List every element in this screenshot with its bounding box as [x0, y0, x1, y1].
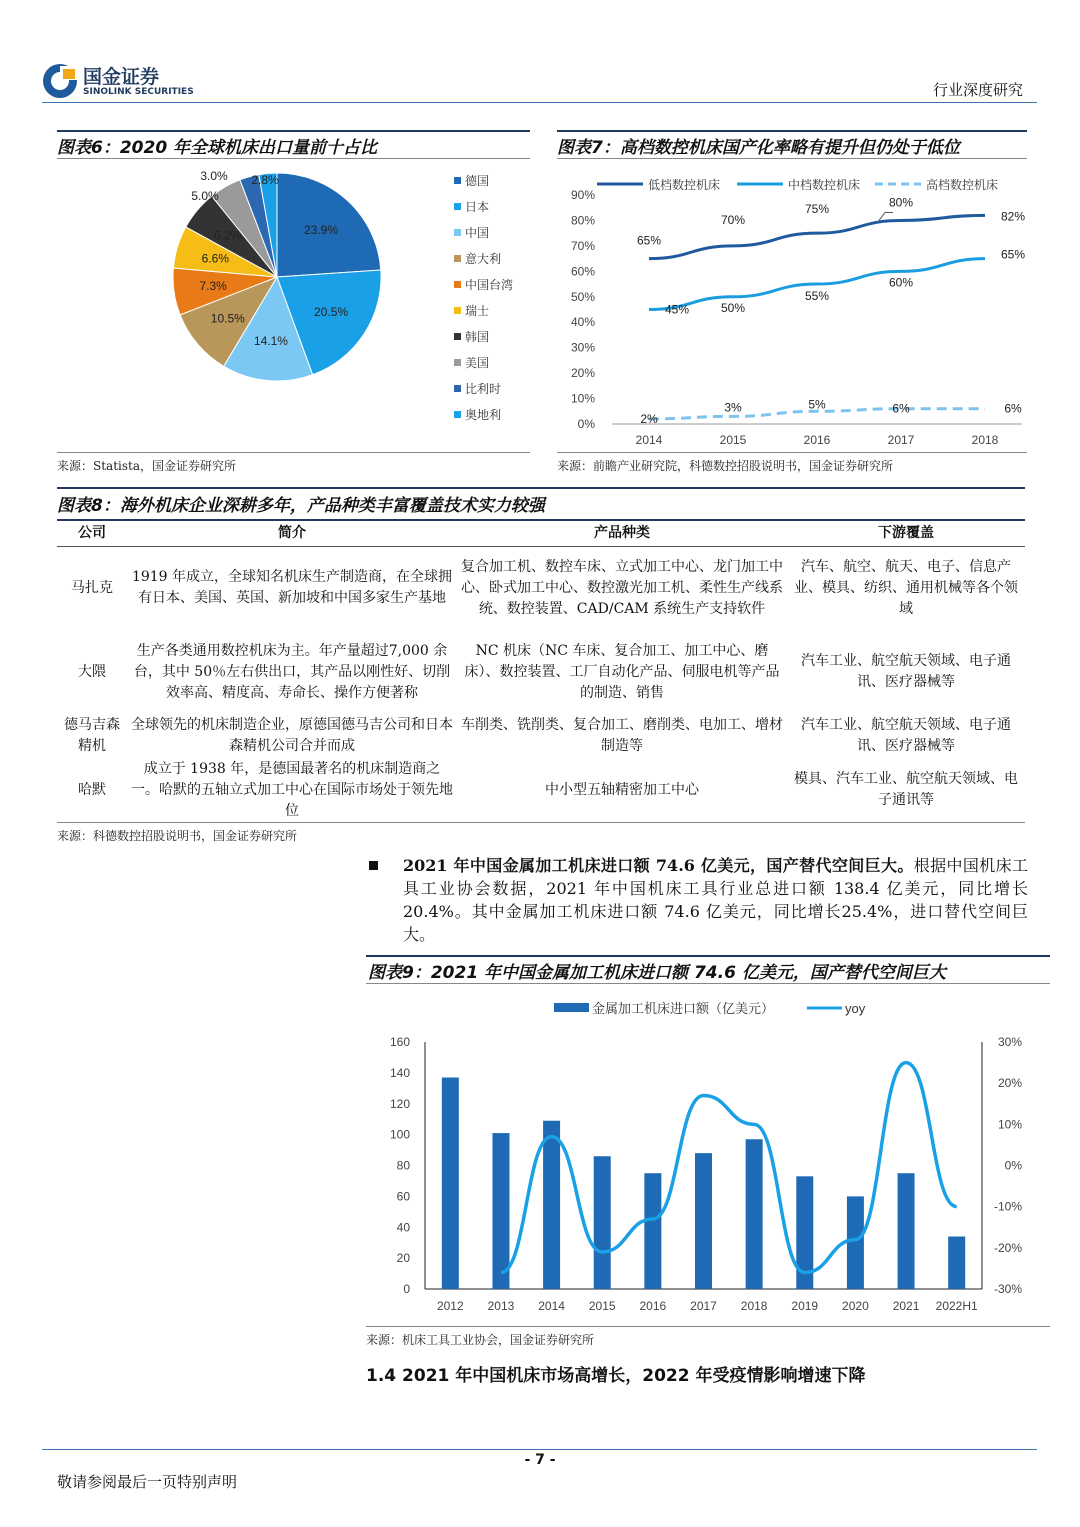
- bar-2018: [746, 1139, 763, 1289]
- legend-swatch: [454, 333, 461, 340]
- cell-company: 大隈: [78, 663, 106, 680]
- legend-swatch: [454, 307, 461, 314]
- logo-cn: 国金证券: [83, 66, 160, 88]
- legend-label: 美国: [465, 356, 490, 370]
- cell-products: 复合加工机、数控车床、立式加工中心、龙门加工中心、卧式加工中心、数控激光加工机、柔性生产线系统、数控装置、CAD/CAM 系统生产支持软件: [461, 558, 783, 617]
- body-paragraph: [403, 854, 1028, 946]
- pie-value-label: 7.3%: [199, 279, 227, 294]
- x-tick-label: 2016: [803, 433, 831, 447]
- legend-label: 中国: [465, 226, 490, 240]
- legend-swatch: [454, 177, 461, 184]
- bar-2017: [695, 1153, 712, 1289]
- legend-swatch: [454, 359, 461, 366]
- legend-swatch: [454, 281, 461, 288]
- legend-label: 比利时: [465, 382, 502, 396]
- y2-tick-label: -10%: [993, 1199, 1022, 1214]
- fig9-title-rule: [366, 955, 1050, 957]
- fig8-title-rule: [57, 487, 1025, 489]
- x-tick-label: 2016: [639, 1299, 667, 1313]
- data-label: 82%: [1000, 209, 1026, 224]
- fig9-title-underline: [366, 983, 1050, 984]
- data-label: 65%: [1000, 247, 1026, 262]
- legend-label: 低档数控机床: [648, 178, 721, 192]
- col-header-company: 公司: [57, 520, 127, 546]
- y-tick-label: 0: [403, 1282, 410, 1296]
- pie-value-label: 3.0%: [200, 169, 228, 183]
- data-label: 75%: [804, 202, 830, 217]
- data-label: 65%: [636, 233, 662, 248]
- fig7-line-chart: [557, 162, 1027, 452]
- bar-2013: [492, 1133, 509, 1289]
- pie-value-label: 10.5%: [210, 311, 245, 326]
- y-tick-label: 30%: [570, 340, 595, 355]
- fig7-title-underline: [557, 158, 1027, 159]
- y-tick-label: 90%: [570, 188, 595, 202]
- legend-swatch: [554, 1003, 589, 1012]
- y2-tick-label: 20%: [997, 1076, 1022, 1091]
- y2-tick-label: 10%: [997, 1117, 1022, 1132]
- bar-2015: [594, 1156, 611, 1289]
- y-tick-label: 70%: [570, 238, 595, 253]
- y-tick-label: 60%: [570, 264, 595, 279]
- y-tick-label: 120: [389, 1096, 410, 1111]
- col-header-products: 产品种类: [457, 520, 787, 546]
- cell-intro: 生产各类通用数控机床为主。年产量超过7,000 余台，其中 50％左右供出口，其产品以刚性好、切削效率高、精度高、寿命长、操作方便著称: [133, 642, 451, 701]
- fig8-source-rule: [57, 822, 1025, 823]
- y-tick-label: 40%: [570, 315, 595, 330]
- pie-value-label: 6.6%: [201, 251, 229, 266]
- y-tick-label: 60: [396, 1189, 410, 1204]
- para-bold-lead: 2021 年中国金属加工机床进口额 74.6 亿美元，国产替代空间巨大。: [403, 856, 914, 875]
- data-label: 60%: [888, 275, 914, 290]
- y-tick-label: 140: [389, 1065, 410, 1080]
- x-tick-label: 2017: [887, 433, 915, 447]
- fig6-title: 图表6：2020 年全球机床出口量前十占比: [57, 138, 378, 158]
- fig9-source-rule: [366, 1326, 1050, 1327]
- table-row: [57, 546, 1025, 630]
- cell-products: 车削类、铣削类、复合加工、磨削类、电加工、增材制造等: [461, 717, 783, 754]
- bar-2016: [644, 1173, 661, 1289]
- legend-label: yoy: [845, 1001, 866, 1016]
- x-tick-label: 2015: [588, 1299, 616, 1313]
- cell-downstream: 汽车、航空、航天、电子、信息产业、模具、纺织、通用机械等各个领域: [794, 558, 1018, 617]
- report-type: 行业深度研究: [932, 81, 1023, 99]
- x-tick-label: 2018: [740, 1299, 768, 1313]
- x-tick-label: 2014: [538, 1299, 565, 1313]
- x-tick-label: 2014: [635, 433, 663, 447]
- fig6-source-rule: [57, 452, 530, 453]
- section-heading: 1.4 2021 年中国机床市场高增长，2022 年受疫情影响增速下降: [366, 1366, 866, 1386]
- logo: [42, 62, 197, 100]
- legend-label: 金属加工机床进口额（亿美元）: [592, 1001, 775, 1016]
- legend-label: 瑞士: [465, 304, 490, 318]
- bar-2012: [442, 1078, 459, 1289]
- data-label: 5%: [808, 397, 826, 412]
- bar-2022H1: [948, 1237, 965, 1289]
- x-tick-label: 2022H1: [935, 1299, 978, 1313]
- pie-value-label: 20.5%: [314, 305, 349, 320]
- fig9-combo-chart: [372, 988, 1052, 1324]
- pie-value-label: 23.9%: [304, 222, 339, 237]
- x-tick-label: 2012: [436, 1299, 464, 1313]
- pie-value-label: 14.1%: [253, 334, 288, 349]
- logo-en: SINOLINK SECURITIES: [83, 87, 194, 97]
- y2-tick-label: -20%: [993, 1240, 1022, 1255]
- data-label: 70%: [720, 212, 746, 227]
- series-line-低档数控机床: [649, 212, 985, 258]
- data-label: 50%: [720, 300, 746, 315]
- cell-company: 哈默: [78, 781, 106, 798]
- cell-products: NC 机床（NC 车床、复合加工、加工中心、磨床）、数控装置、工厂自动化产品、伺服电机等产品的制造、销售: [464, 642, 780, 701]
- y2-tick-label: 0%: [1004, 1158, 1022, 1173]
- fig9-source: 来源：机床工具工业协会，国金证券研究所: [366, 1333, 595, 1347]
- table-row: [57, 714, 1025, 758]
- bullet-icon: [369, 861, 378, 870]
- legend-swatch: [454, 385, 461, 392]
- legend-label: 日本: [465, 200, 490, 214]
- x-tick-label: 2013: [487, 1299, 515, 1313]
- y-tick-label: 50%: [570, 289, 595, 304]
- pie-value-label: 5.0%: [191, 189, 219, 203]
- header-rule: [42, 102, 1037, 103]
- data-label: 6%: [1004, 401, 1022, 416]
- y2-tick-label: -30%: [993, 1282, 1022, 1296]
- legend-label: 德国: [465, 174, 490, 188]
- cell-intro: 成立于 1938 年，是德国最著名的机床制造商之一。哈默的五轴立式加工中心在国际市场处于领先地位: [131, 760, 453, 819]
- legend-label: 奥地利: [465, 408, 502, 422]
- table-row: [57, 630, 1025, 714]
- legend-swatch: [454, 229, 461, 236]
- y-tick-label: 40: [396, 1220, 410, 1235]
- data-label: 80%: [888, 195, 914, 210]
- legend-label: 中国台湾: [465, 278, 514, 292]
- data-label: 45%: [664, 302, 690, 317]
- x-tick-label: 2020: [842, 1299, 869, 1313]
- bar-2021: [898, 1173, 915, 1289]
- y-tick-label: 80%: [570, 213, 595, 228]
- y-tick-label: 80: [396, 1158, 410, 1173]
- table-header-row: [57, 520, 1025, 546]
- cell-intro: 1919 年成立，全球知名机床生产制造商，在全球拥有日本、美国、英国、新加坡和中国多家生产基地: [131, 569, 453, 607]
- col-header-intro: 简介: [127, 520, 457, 546]
- fig6-title-rule: [57, 130, 530, 132]
- y-tick-label: 10%: [570, 391, 595, 406]
- fig6-pie-chart: [57, 160, 530, 450]
- table-row: [57, 758, 1025, 822]
- fig7-source-rule: [557, 452, 1027, 453]
- fig7-title-rule: [557, 130, 1027, 132]
- x-tick-label: 2015: [719, 433, 747, 447]
- y-tick-label: 20%: [570, 366, 595, 381]
- data-label: 3%: [724, 400, 742, 415]
- fig8-source: 来源：科德数控招股说明书，国金证券研究所: [57, 829, 298, 843]
- fig8-table: [57, 519, 1025, 822]
- cell-downstream: 汽车工业、航空航天领域、电子通讯、医疗器械等: [801, 653, 1011, 690]
- para-text: 根据中国机床工具工业协会数据，2021 年中国机床工具行业总进口额 138.4 亿美元，同比增长 20.4%。其中金属加工机床进口额 74.6 亿美元，同比增长25.4%，进口替代空间巨大。: [403, 856, 1028, 944]
- y-tick-label: 160: [389, 1035, 410, 1049]
- legend-swatch: [454, 255, 461, 262]
- cell-company: 马扎克: [71, 579, 113, 596]
- x-tick-label: 2019: [791, 1299, 819, 1313]
- page-number: - 7 -: [524, 1452, 556, 1468]
- fig6-title-underline: [57, 158, 530, 159]
- bar-2020: [847, 1196, 864, 1289]
- legend-label: 高档数控机床: [926, 178, 999, 192]
- footer-disclaimer: 敬请参阅最后一页特别声明: [57, 1473, 238, 1491]
- cell-downstream: 汽车工业、航空航天领域、电子通讯、医疗器械等: [801, 717, 1011, 754]
- y-tick-label: 20: [396, 1251, 410, 1266]
- cell-products: 中小型五轴精密加工中心: [545, 781, 699, 798]
- fig7-source: 来源：前瞻产业研究院，科德数控招股说明书，国金证券研究所: [557, 459, 894, 473]
- legend-label: 韩国: [465, 330, 490, 344]
- legend-swatch: [454, 411, 461, 418]
- cell-company: 德马吉森精机: [64, 717, 120, 754]
- legend-label: 意大利: [465, 252, 502, 266]
- fig7-title: 图表7：高档数控机床国产化率略有提升但仍处于低位: [557, 138, 960, 158]
- fig9-title: 图表9：2021 年中国金属加工机床进口额 74.6 亿美元，国产替代空间巨大: [368, 963, 946, 983]
- legend-swatch: [454, 203, 461, 210]
- fig6-source: 来源：Statista，国金证券研究所: [57, 459, 236, 473]
- y-tick-label: 100: [389, 1127, 410, 1142]
- cell-downstream: 模具、汽车工业、航空航天领域、电子通讯等: [794, 771, 1018, 808]
- pie-value-label: 6.2%: [213, 228, 242, 243]
- bar-2014: [543, 1121, 560, 1289]
- data-label: 2%: [640, 411, 658, 426]
- col-header-downstream: 下游覆盖: [787, 520, 1025, 546]
- cell-intro: 全球领先的机床制造企业，原德国德马吉公司和日本森精机公司合并而成: [131, 717, 453, 754]
- data-label: 6%: [892, 401, 910, 416]
- y2-tick-label: 30%: [997, 1035, 1022, 1049]
- pie-value-label: 2.8%: [251, 173, 279, 187]
- footer-rule: [42, 1449, 1037, 1450]
- data-label: 55%: [804, 289, 830, 304]
- fig8-title: 图表8：海外机床企业深耕多年，产品种类丰富覆盖技术实力较强: [57, 496, 545, 516]
- x-tick-label: 2021: [892, 1299, 920, 1313]
- x-tick-label: 2017: [690, 1299, 717, 1313]
- y-tick-label: 0%: [577, 417, 595, 431]
- logo-mark-icon: [42, 62, 80, 100]
- legend-label: 中档数控机床: [788, 178, 861, 192]
- x-tick-label: 2018: [971, 433, 999, 447]
